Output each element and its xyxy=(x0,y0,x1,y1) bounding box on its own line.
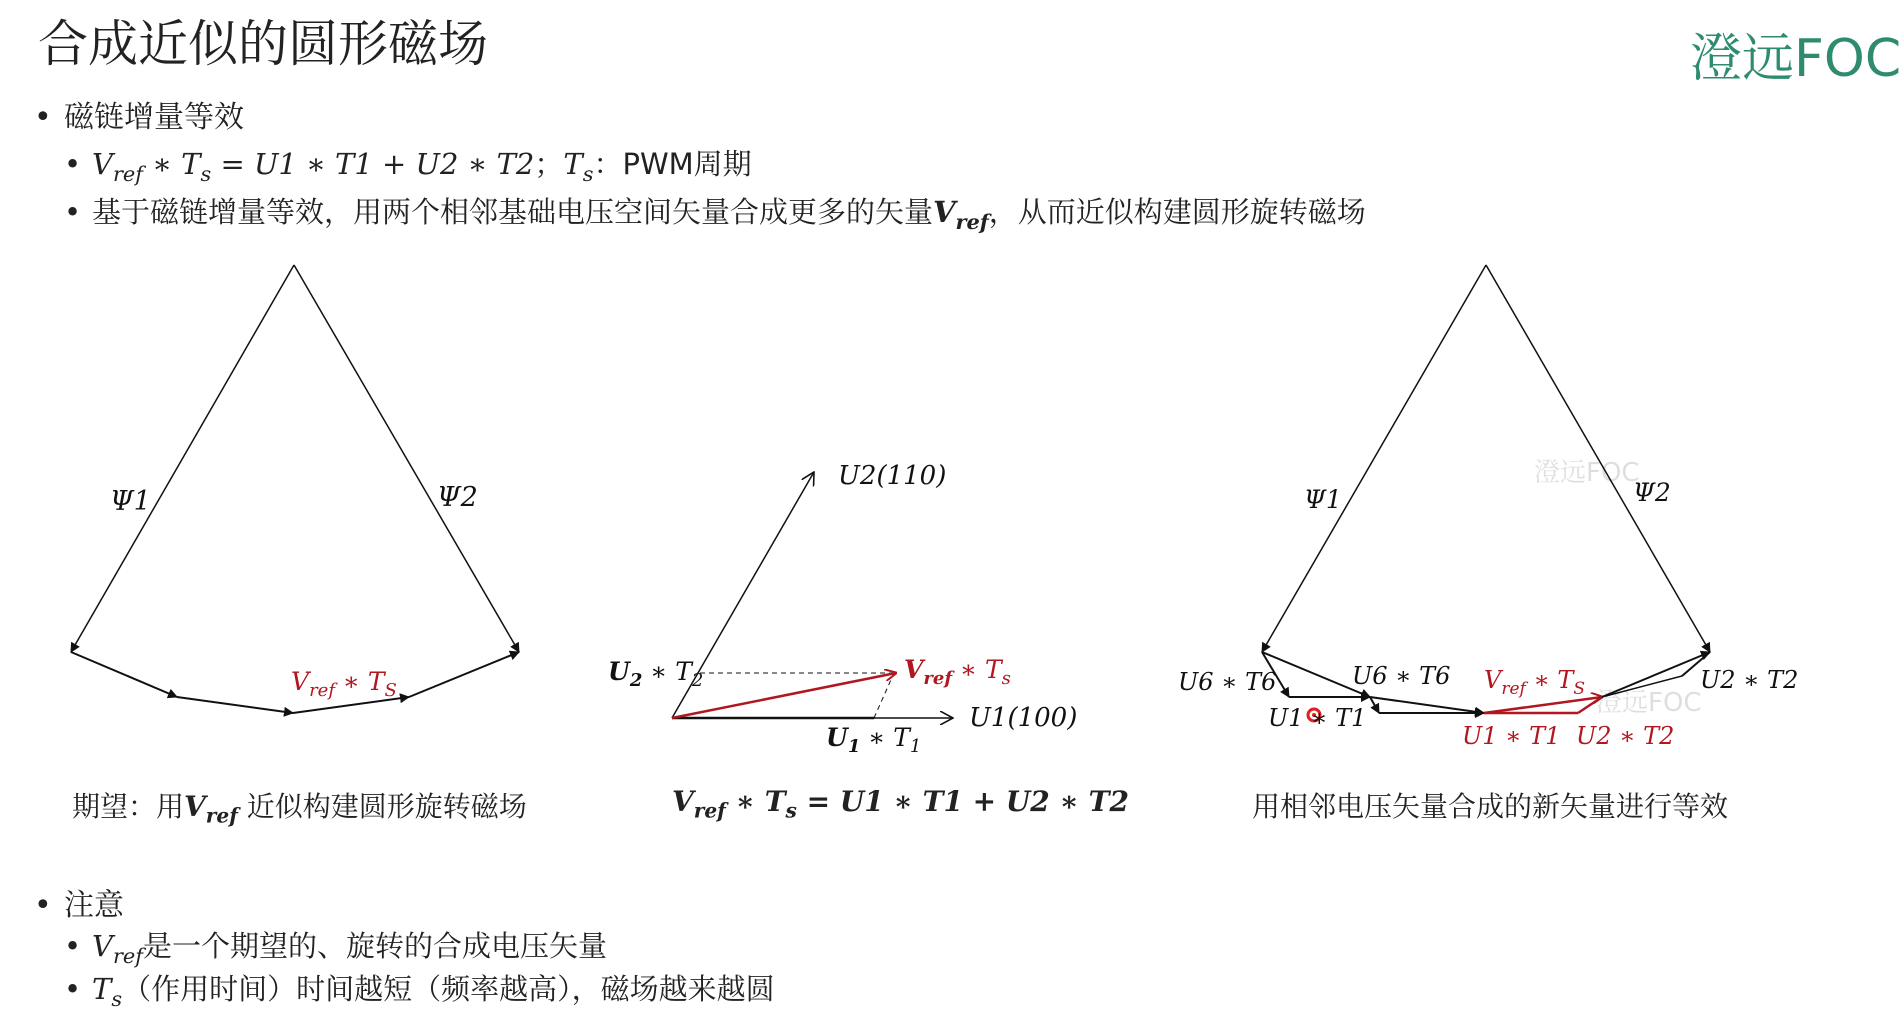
vref-ts-label: $V_{ref}$ ∗ $T_S$ xyxy=(1484,666,1586,699)
sub-bullet-vref-note xyxy=(64,924,607,968)
synthesis-vref: $V_{ref}$ xyxy=(933,195,989,234)
ts-symbol: $T_s$ xyxy=(563,147,594,186)
u6t6-label-b: U6 ∗ T6 xyxy=(1352,662,1451,690)
formula-separator: ； xyxy=(534,147,564,181)
u6t6-vector-2 xyxy=(1370,697,1379,713)
u1t1-label-black: U1 ∗ T1 xyxy=(1268,704,1367,732)
bullet-dot: • xyxy=(64,195,82,229)
psi2-vector xyxy=(294,265,519,652)
watermark: 澄远FOC xyxy=(1596,688,1702,718)
section2-heading: 注意 xyxy=(64,888,124,923)
segment-4 xyxy=(409,652,519,697)
watermark: 澄远FOC xyxy=(1534,458,1640,488)
u1t1-label: $U_1$ ∗ $T_1$ xyxy=(826,723,922,757)
note-ts: $T_s$ xyxy=(92,972,123,1011)
synthesis-text-b: ，从而近似构建圆形旋转磁场 xyxy=(988,195,1366,229)
vref-vector xyxy=(672,673,896,718)
psi1-label: Ψ1 xyxy=(1304,485,1342,514)
approx-vector-2 xyxy=(1370,697,1484,713)
note-vref: $V_{ref}$ xyxy=(92,929,144,968)
diagram2-caption: $V_{ref}$ ∗ $T_s = U1$ ∗ T1 + U2 ∗ T2 xyxy=(672,785,1129,823)
diagram3-caption: 用相邻电压矢量合成的新矢量进行等效 xyxy=(1252,790,1729,823)
diagram1-caption: 期望：用$V_{ref}$ 近似构建圆形旋转磁场 xyxy=(72,790,527,828)
u2t2-label-red: U2 ∗ T2 xyxy=(1576,722,1675,750)
u2-label: U2(110) xyxy=(838,461,947,491)
section1-heading: 磁链增量等效 xyxy=(64,100,244,135)
bullet-dot: • xyxy=(34,888,52,923)
psi1-label: Ψ1 xyxy=(110,486,151,517)
psi1-vector xyxy=(1262,265,1486,652)
brand-logo: 澄远FOC xyxy=(1690,29,1901,89)
diagram-2 xyxy=(608,461,1077,757)
u2t2-label: $U_2$ ∗ $T_2$ xyxy=(608,657,704,691)
bullet-dot: • xyxy=(64,929,82,963)
u2t2-label-black: U2 ∗ T2 xyxy=(1700,666,1799,694)
u1t1-label-red: U1 ∗ T1 xyxy=(1462,722,1561,750)
note-ts-text: （作用时间）时间越短（频率越高），磁场越来越圆 xyxy=(122,972,775,1006)
vref-red-vector xyxy=(1484,697,1602,713)
bullet-dot: • xyxy=(34,100,52,135)
synthesis-text-a: 基于磁链增量等效，用两个相邻基础电压空间矢量合成更多的矢量 xyxy=(92,195,934,229)
u6t6-label-a: U6 ∗ T6 xyxy=(1178,668,1277,696)
sub-bullet-ts-note xyxy=(64,967,775,1011)
formula-vref: $V_{ref}$ ∗ $T_s = U1$ ∗ T1 + U2 ∗ T2 xyxy=(92,147,535,186)
psi2-label: Ψ2 xyxy=(437,482,478,513)
caption-vref: $V_{ref}$ xyxy=(184,790,238,828)
bullet-dot: • xyxy=(64,147,82,181)
vref-ts-label: $V_{ref}$ ∗ $T_s$ xyxy=(904,655,1011,689)
vref-ts-label: $V_{ref}$ ∗ $T_S$ xyxy=(291,667,397,701)
u1-label: U1(100) xyxy=(969,703,1078,733)
segment-1 xyxy=(71,652,177,697)
ts-description: ：PWM周期 xyxy=(593,147,752,181)
page-title: 合成近似的圆形磁场 xyxy=(38,15,488,73)
u1t1-projection xyxy=(874,673,894,718)
psi1-vector xyxy=(71,265,294,652)
diagram-3 xyxy=(1178,265,1798,750)
bullet-note xyxy=(34,880,124,924)
note-vref-text: 是一个期望的、旋转的合成电压矢量 xyxy=(143,929,608,963)
segment-2 xyxy=(177,697,293,713)
diagram-1 xyxy=(71,265,519,713)
psi2-label: Ψ2 xyxy=(1633,478,1671,507)
bullet-dot: • xyxy=(64,972,82,1006)
